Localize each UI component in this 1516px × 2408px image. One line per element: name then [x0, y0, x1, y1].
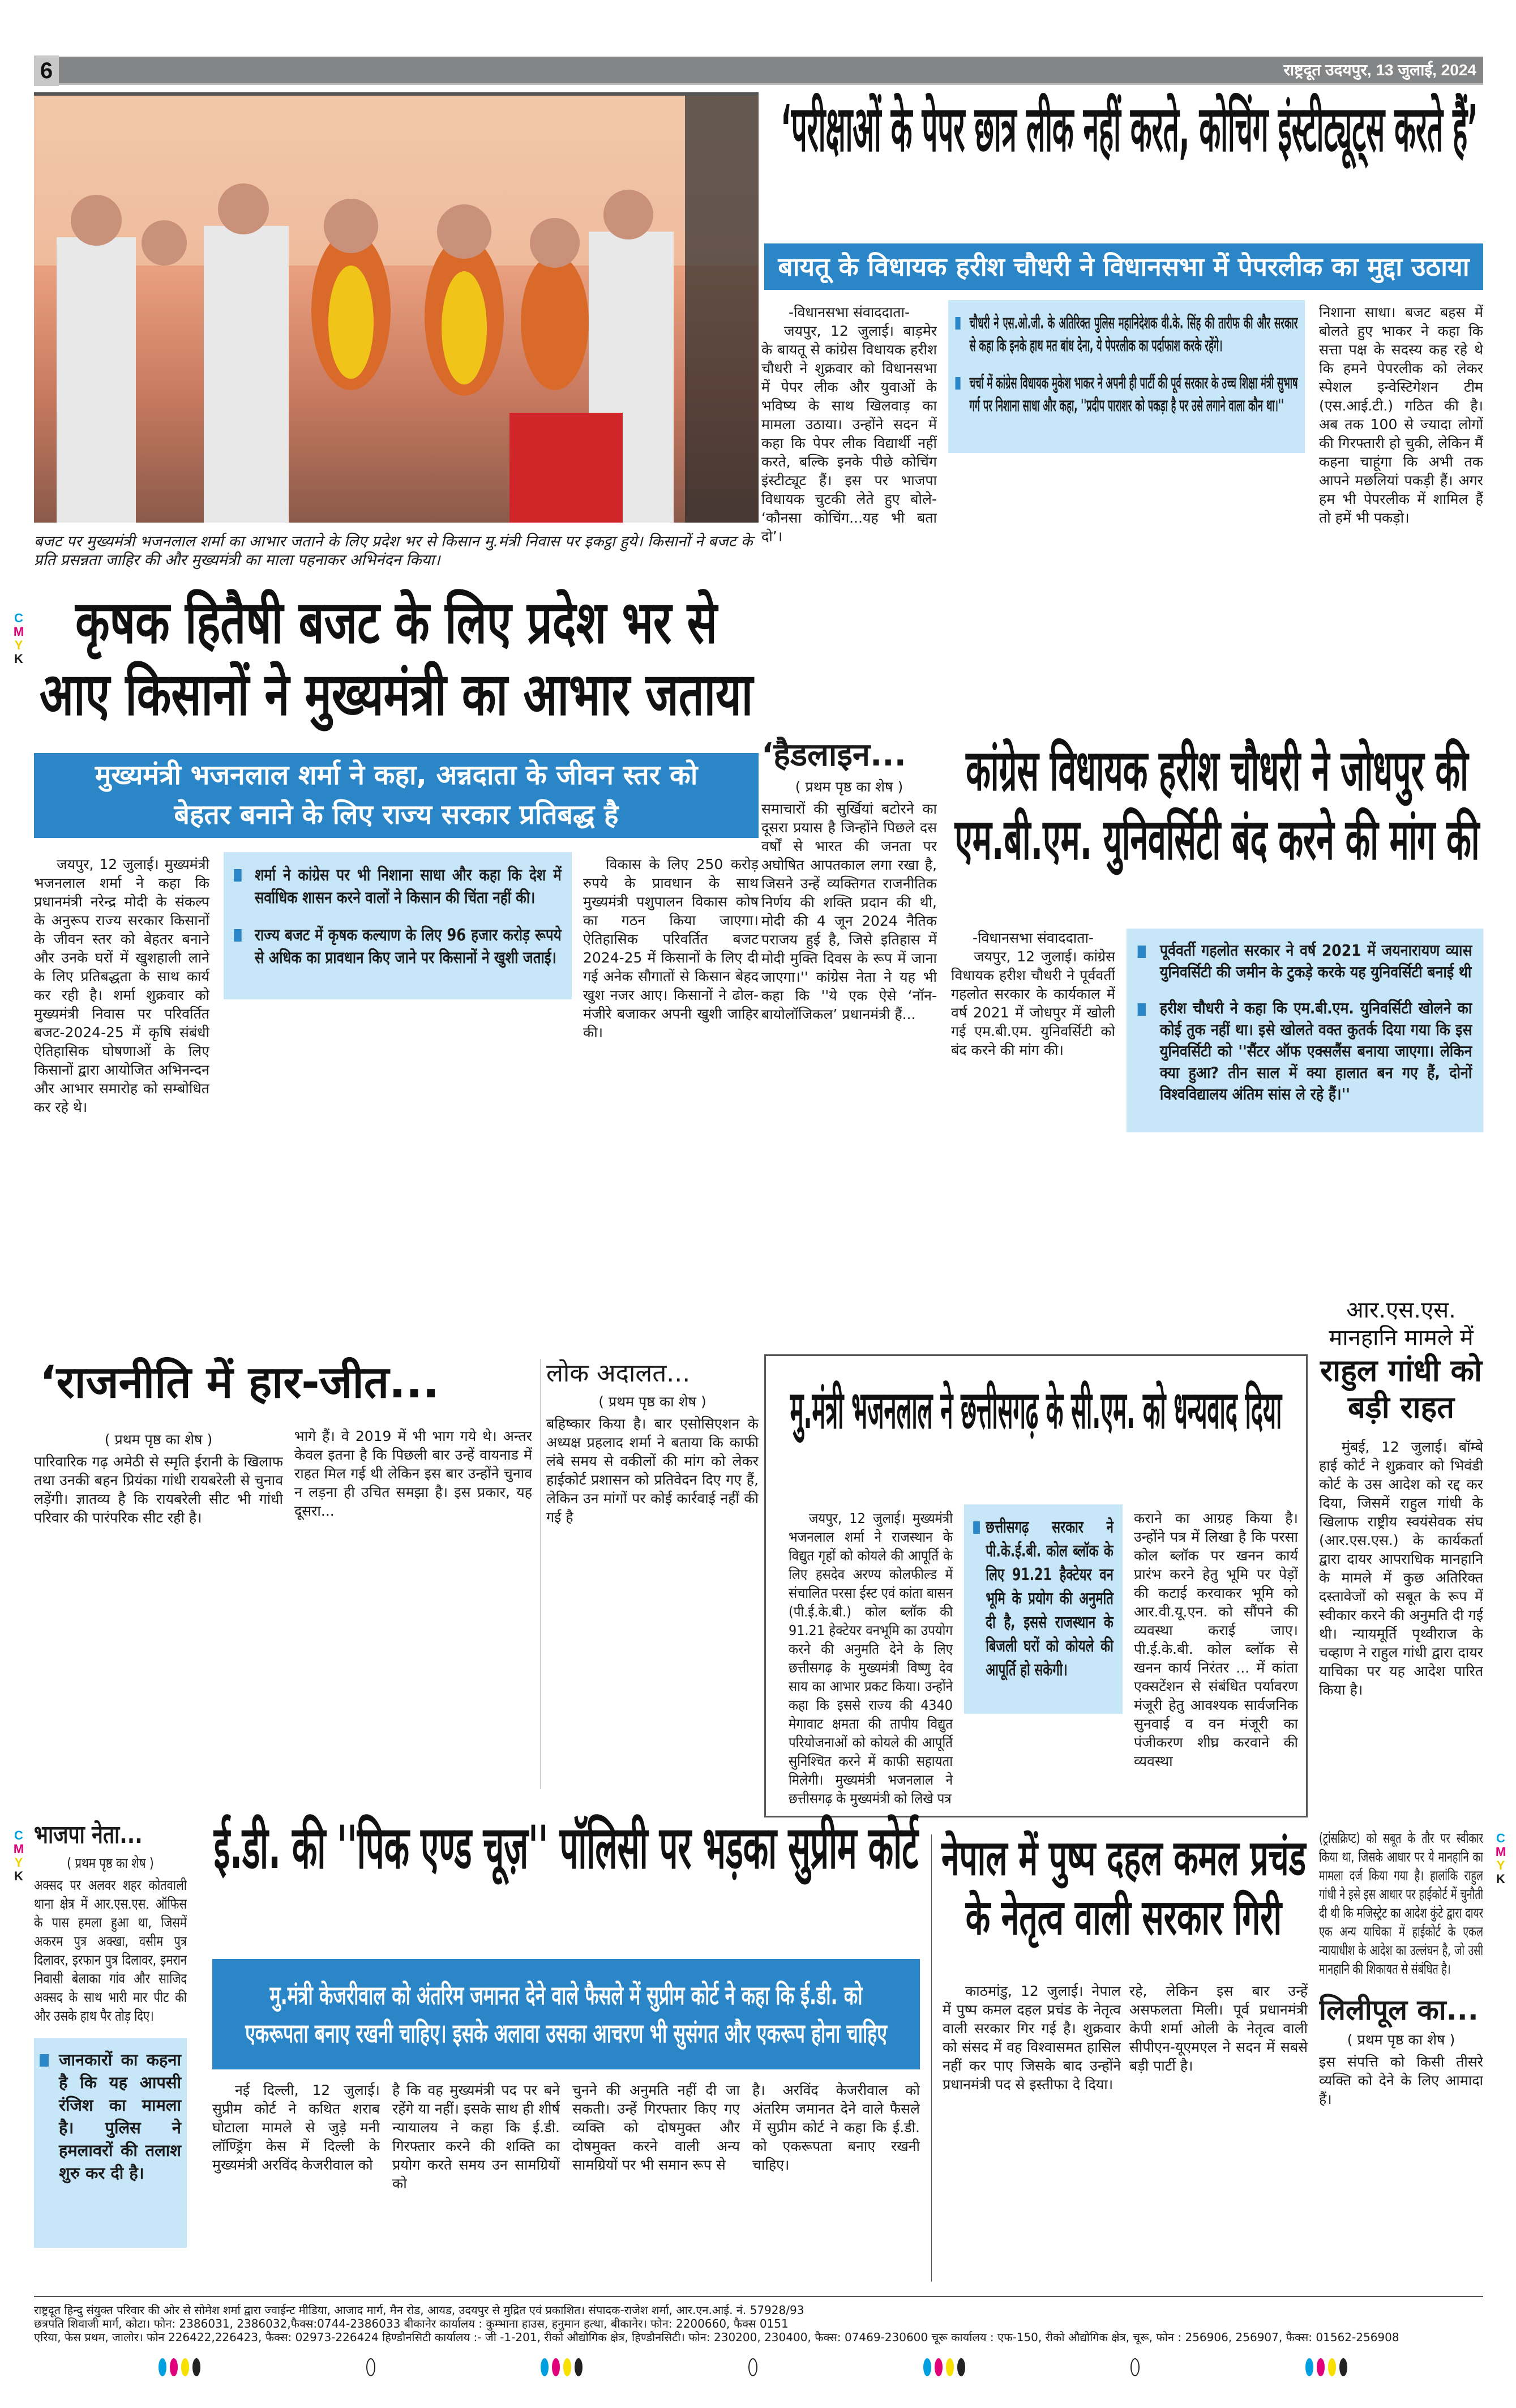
article-body-mbm: -विधानसभा संवाददाता- जयपुर, 12 जुलाई। कांग्रेस विधायक हरीश चौधरी ने पूर्ववर्ती गहलोत सरकार के कार्यकाल में वर्ष 2021 में जोधपुर में खोली गई एम.बी.एम. युनिवर्सिटी को बंद करने की मांग की। [951, 930, 1115, 1058]
highlight-item: पूर्ववर्ती गहलोत सरकार ने वर्ष 2021 में जयनारायण व्यास युनिवर्सिटी की जमीन के टुकड़े करके यह युनिवर्सिटी बनाई थी [1138, 940, 1472, 983]
story-title: भाजपा नेता... [34, 1820, 143, 1849]
imprint-line: छत्रपति शिवाजी मार्ग, कोटा। फोन: 2386031, 2386032,फैक्स:0744-2386033 बीकानेर कार्यालय : कुम्भाना हाउस, हनुमान हत्था, बीकानेर। फोन: 2200660, फैक्स 0151 [34, 2317, 789, 2330]
article-column: नई दिल्ली, 12 जुलाई। सुप्रीम कोर्ट ने कथित शराब घोटाला मामले से जुड़े मनी लॉण्ड्रिंग केस में दिल्ली के मुख्यमंत्री अरविंद केजरीवाल को [212, 2082, 380, 2173]
highlight-item: चौधरी ने एस.ओ.जी. के अतिरिक्त पुलिस महानिदेशक वी.के. सिंह की तारीफ की और सरकार से कहा कि इनके हाथ मत बांध देना, ये पेपरलीक का पर्दाफाश करके रहेंगे। [956, 311, 1298, 357]
highlight-box-chhattisgarh [964, 1504, 1123, 1714]
highlight-item: जानकारों का कहना है कि यह आपसी रंजिश का मामला है। पुलिस ने हमलावरों की तलाश शुरु कर दी है। [40, 2048, 181, 2184]
imprint-line: एरिया, फेस प्रथम, जालोर। फोन 226422,226423, फैक्स: 02973-226424 हिण्डौनसिटी कार्यालय :- जी -1-201, रीको औद्योगिक क्षेत्र, हिण्डौनसिटी। फोन: 230200, 230400, फैक्स: 07469-230600 चूरू कार्यालय : एफ-150, रीको औद्योगिक क्षेत्र, चूरू, फोन : 256906, 256907, फैक्स: 01562-256908 [34, 2330, 1399, 2344]
color-bar [541, 2358, 583, 2376]
color-bar [923, 2358, 965, 2376]
headline-chhattisgarh: मु.मंत्री भजनलाल ने छत्तीसगढ़ के सी.एम. को धन्यवाद दिया [790, 1380, 1282, 1440]
highlight-item: चर्चा में कांग्रेस विधायक मुकेश भाकर ने अपनी ही पार्टी की पूर्व सरकार के उच्च शिक्षा मंत्री सुभाष गर्ग पर निशाना साधा और कहा, ''प्रदीप पाराशर को पकड़ा है पर उसे लगाने वाला कौन था।'' [956, 371, 1298, 417]
highlight-item: शर्मा ने कांग्रेस पर भी निशाना साधा और कहा कि देश में सर्वाधिक शासन करने वालों ने किसान की चिंता नहीं की। [234, 863, 561, 909]
highlight-box-bjp [34, 2038, 187, 2248]
byline: -विधानसभा संवाददाता- [972, 930, 1094, 946]
header-bar [34, 57, 1483, 85]
article-body-rahul-end: (ट्रांसक्रिप्ट) को सबूत के तौर पर स्वीकार किया था, जिसके आधार पर ये मानहानि का मामला दर्ज किया गया है। हालांकि राहुल गांधी ने इसे इस आधार पर हाईकोर्ट में चुनौती दी थी कि मजिस्ट्रेट का आदेश कुंटे द्वारा दायर एक अन्य याचिका में हाईकोर्ट के एकल न्यायाधीश के आदेश का उल्लंघन है, जो उसी मानहानि की शिकायत से संबंधित है। [1319, 1830, 1483, 1977]
news-photo [34, 92, 759, 523]
headline-farmers: कृषक हितैषी बजट के लिए प्रदेश भर से आए किसानों ने मुख्यमंत्री का आभार जताया [39, 588, 753, 729]
cmyk-marks-right: C M Y K [1495, 1831, 1506, 1886]
article-body: जयपुर, 12 जुलाई। मुख्यमंत्री भजनलाल शर्मा ने राजस्थान के विद्युत गृहों को कोयले की आपूर्ति के लिए हसदेव अरण्य कोलफील्ड में संचालित परसा ईस्ट एवं कांता बासन (पी.ई.के.बी.) कोल ब्लॉक की 91.21 हेक्टेयर वनभूमि का उपयोग करने की अनुमति देने के लिए छत्तीसगढ़ के मुख्यमंत्री विष्णु देव साय का आभार प्रकट किया। उन्होंने कहा कि इससे राज्य की 4340 मेगावाट क्षमता की तापीय विद्युत परियोजनाओं को कोयले की आपूर्ति सुनिश्चित करने में काफी सहायता मिलेगी। मुख्यमंत्री भजनलाल ने छत्तीसगढ़ के मुख्यमंत्री को लिखे पत्र [789, 1510, 953, 1807]
article-body: अक्सद पर अलवर शहर कोतवाली थाना क्षेत्र में आर.एस.एस. ऑफिस के पास हमला हुआ था, जिसमें अकरम पुत्र अक्खा, वसीम पुत्र दिलावर, इरफान पुत्र दिलावर, इमरान निवासी बेलाका गांव और साजिद अक्सद के साथ भारी मार पीट की और उसके हाथ पैर तोड़ दिए। [34, 1876, 187, 2024]
continued-label: ( प्रथम पृष्ठ का शेष ) [104, 1431, 213, 1448]
story-bjp-neta [34, 1820, 187, 2035]
story-chhattisgarh [764, 1354, 1308, 1817]
byline: -विधानसभा संवाददाता- [788, 304, 910, 320]
crosshair-icon [366, 2358, 375, 2376]
imprint-line: राष्ट्रदूत हिन्दु संयुक्त परिवार की ओर से सोमेश शर्मा द्वारा ज्वाईन्ट मीडिया, आजाद मार्ग, मैन रोड, आयड, उदयपुर से मुद्रित एवं प्रकाशित। संपादक-राजेश शर्मा, आर.एन.आई. नं. 57928/93 [34, 2303, 804, 2317]
article-body: इस संपत्ति को किसी तीसरे व्यक्ति को देने के लिए आमादा हैं। [1319, 2054, 1483, 2107]
photo-caption: बजट पर मुख्यमंत्री भजनलाल शर्मा का आभार जताने के लिए प्रदेश भर से किसान मु.मंत्री निवास पर इकट्ठा हुये। किसानों ने बजट के प्रति प्रसन्नता जाहिर की और मुख्यमंत्री का माला पहनाकर अभिनंदन किया। [34, 533, 753, 569]
article-column: है कि वह मुख्यमंत्री पद पर बने रहेंगे या नहीं। इसके साथ ही शीर्ष न्यायालय ने कहा कि ई.डी. गिरफ्तार करने की शक्ति का प्रयोग करते समय उन सामग्रियों को [392, 2082, 560, 2192]
highlight-box-paperleak [948, 300, 1305, 453]
article-body-nepal: काठमांडु, 12 जुलाई। नेपाल में पुष्प कमल दहल प्रचंड के नेतृत्व वाली सरकार गिर गई है। शुक्रवार को संसद में वह विश्वासमत हासिल नहीं कर पाए जिसके बाद उन्होंने प्रधानमंत्री पद से इस्तीफा दे दिया। [943, 1983, 1121, 2093]
continued-label: ( प्रथम पृष्ठ का शेष ) [1347, 2031, 1455, 2048]
article-column: चुनने की अनुमति नहीं दी जा सकती। उन्हें गिरफ्तार किए गए व्यक्ति को दोषमुक्त और दोषमुक्त करने वाली अन्य सामग्रियों पर भी समान रूप से [572, 2082, 740, 2173]
article-body-rajneeti-2: भागे हैं। वे 2019 में भी भाग गये थे। अन्तर केवल इतना है कि पिछली बार उन्हें वायनाड में राहत मिल गई थी लेकिन इस बार उन्होंने चुनाव न लड़ना ही उचित समझा है। इस प्रकार, यह दूसरा... [294, 1428, 532, 1519]
highlight-box-mbm [1127, 929, 1483, 1132]
article-body-paperleak-right: निशाना साधा। बजट बहस में बोलते हुए भाकर ने कहा कि सत्ता पक्ष के सदस्य कह रहे थे कि हमने पेपरलीक को लेकर स्पेशल इन्वेस्टिगेशन टीम (एस.आई.टी.) गठित की है। अब तक 100 से ज्यादा लोगों की गिरफ्तारी हो चुकी, लेकिन मैं कहना चाहूंगा कि अभी तक आपने मछलियां पकड़ी हैं। अगर हम भी पेपरलीक में शामिल हैं तो हमें भी पकड़ो। [1319, 304, 1483, 526]
story-headline-continued [761, 736, 937, 1336]
article-body: मुंबई, 12 जुलाई। बॉम्बे हाई कोर्ट ने शुक्रवार को भिवंडी कोर्ट के उस आदेश को रद्द कर दिया, जिसमें राहुल गांधी के खिलाफ राष्ट्रीय स्वयंसेवक संघ (आर.एस.एस.) के कार्यकर्ता द्वारा दायर आपराधिक मानहानि के मामले में कुछ अतिरिक्त दस्तावेजों को सबूत के रूप में स्वीकार करने की अनुमति दी गई थी। न्यायमूर्ति पृथ्वीराज के चव्हाण ने राहुल गांधी द्वारा दायर याचिका पर यह आदेश पारित किया है। [1319, 1439, 1483, 1699]
article-body-paperleak-left: -विधानसभा संवाददाता- जयपुर, 12 जुलाई। बाड़मेर के बायतू से कांग्रेस विधायक हरीश चौधरी ने शुक्रवार को विधानसभा में पेपर लीक और युवाओं के भविष्य के साथ खिलवाड़ का मामला उठाया। उन्होंने सदन में कहा कि पेपर लीक विद्यार्थी नहीं करते, बल्कि इनके पीछे कोचिंग इंस्टीट्यूट हैं। इस पर भाजपा विधायक चुटकी लेते हुए बोले- ‘कौनसा कोचिंग...यह भी बता दो’। [761, 304, 937, 545]
continued-label: ( प्रथम पृष्ठ का शेष ) [598, 1393, 706, 1410]
headline-rahul: राहुल गांधी को बड़ी राहत [1320, 1352, 1482, 1426]
story-title: लिलीपूल का... [1319, 1994, 1479, 2026]
highlight-item: छत्तीसगढ़ सरकार ने पी.के.ई.बी. कोल ब्लॉक के लिए 91.21 हैक्टेयर वन भूमि के प्रयोग की अनुमति दी है, इससे राजस्थान के बिजली घरों को कोयले की आपूर्ति हो सकेगी। [973, 1516, 1114, 1682]
crosshair-icon [748, 2358, 757, 2376]
story-lok-adalat [546, 1359, 759, 1789]
article-body: बहिष्कार किया है। बार एसोसिएशन के अध्यक्ष प्रहलाद शर्मा ने बताया कि काफी लंबे समय से वकीलों की मांग को लेकर हाईकोर्ट प्रशासन को प्रतिवेदन दिए गए हैं, लेकिन उन मांगों पर कोई कार्रवाई नहीं की गई है [546, 1415, 759, 1525]
article-body-farmers-left: जयपुर, 12 जुलाई। मुख्यमंत्री भजनलाल शर्मा ने कहा कि प्रधानमंत्री नरेन्द्र मोदी के संकल्प के अनुरूप राज्य सरकार किसानों के जीवन स्तर को बेहतर बनाने और उनके घरों में खुशहाली लाने के लिए प्रतिबद्धता के साथ कार्य कर रही है। शर्मा शुक्रवार को मुख्यमंत्री निवास पर परिवर्तित बजट-2024-25 में कृषि संबंधी ऐतिहासिक घोषणाओं के लिए किसानों द्वारा आयोजित अभिनन्दन और आभार समारोह को सम्बोधित कर रहे थे। [34, 856, 209, 1115]
crowd-photo-illustration [34, 96, 759, 523]
footer-rule [34, 2296, 1483, 2297]
color-bar [159, 2358, 200, 2376]
page-number: 6 [34, 55, 59, 86]
story-title: ‘हैडलाइन... [761, 737, 906, 773]
cmyk-marks-left-top: C M Y K [13, 611, 24, 666]
article-column: है। अरविंद केजरीवाल को अंतरिम जमानत देने वाले फैसले में सुप्रीम कोर्ट ने कहा कि ई.डी. को एकरूपता बनाए रखनी चाहिए। [752, 2082, 920, 2173]
imprint-footer [34, 2303, 1483, 2345]
subhead-paperleak: बायतू के विधायक हरीश चौधरी ने विधानसभा में पेपरलीक का मुद्दा उठाया [764, 243, 1483, 290]
dateline: राष्ट्रदूत उदयपुर, 13 जुलाई, 2024 [1283, 61, 1476, 79]
article-body-nepal-2: रहे, लेकिन इस बार उन्हें असफलता मिली। पूर्व प्रधानमंत्री केपी शर्मा ओली के नेतृत्व वाली सीपीएन-यूएमएल ने सदन में सबसे बड़ी पार्टी है। [1129, 1983, 1308, 2074]
headline-mbm: कांग्रेस विधायक हरीश चौधरी ने जोधपुर की एम.बी.एम. युनिवर्सिटी बंद करने की मांग की [954, 737, 1480, 872]
story-rahul [1319, 1297, 1483, 1823]
continued-label: ( प्रथम पृष्ठ का शेष ) [795, 779, 903, 795]
story-lilipul [1319, 1993, 1483, 2282]
headline-ed: ई.डी. की ''पिक एण्ड चूज़'' पॉलिसी पर भड़का सुप्रीम कोर्ट [213, 1813, 919, 1882]
article-body-right: कराने का आग्रह किया है। उन्होंने पत्र में लिखा है कि परसा कोल ब्लॉक पर खनन कार्य प्रारंभ करने हेतु भूमि पर पेड़ों की कटाई करवाकर भूमि को आर.वी.यू.एन. को सौंपने की व्यवस्था कराई जाए। पी.ई.के.बी. कोल ब्लॉक से खनन कार्य निरंतर ... में कांता एक्सटेंशन से संबंधित पर्यावरण मंजूरी हेतु आवश्यक सार्वजनिक सुनवाई व वन मंजूरी का पंजीकरण शीघ्र करवाने की व्यवस्था [1134, 1510, 1298, 1769]
highlight-item: राज्य बजट में कृषक कल्याण के लिए 96 हजार करोड़ रूपये से अधिक का प्रावधान किए जाने पर किसानों ने खुशी जताई। [234, 923, 561, 969]
column-divider [931, 1834, 932, 2282]
article-body-rajneeti: ( प्रथम पृष्ठ का शेष ) पारिवारिक गढ़ अमेठी से स्मृति ईरानी के खिलाफ तथा उनकी बहन प्रियंका गांधी रायबरेली से चुनाव लड़ेंगी। ज्ञातव्य है कि रायबरेली सीट भी गांधी परिवार की पारंपरिक सीट रही है। [34, 1431, 283, 1526]
story-title: लोक अदालत... [546, 1359, 691, 1388]
color-bar [1305, 2358, 1347, 2376]
article-body-farmers-right: विकास के लिए 250 करोड़ रुपये के प्रावधान के साथ मुख्यमंत्री पशुपालन विकास कोष का गठन किया जाएगा। ऐतिहासिक परिवर्तित बजट 2024-25 में किसानों के लिए दी गई अनेक सौगातों से किसान बेहद खुश नजर आए। किसानों ने ढोल-मंजीरे बजाकर अपनी खुशी जाहिर की। [583, 856, 759, 1041]
headline-paperleak: ‘परीक्षाओं के पेपर छात्र लीक नहीं करते, कोचिंग इंस्टीट्यूट्स करते हैं’ [781, 92, 1478, 166]
article-body: समाचारों की सुर्खियां बटोरने का दूसरा प्रयास है जिन्होंने पिछले दस वर्षों से भारत की जनता पर अघोषित आपतकाल लगा रखा है, जिसने उन्हें व्यक्तिगत राजनीतिक निर्णय की शक्ति प्रदान की थी, मोदी की 4 जून 2024 नैतिक पराजय हुई है, जिसे इतिहास में मोदी मुक्ति दिवस के रूप में जाना जाएगा।'' कांग्रेस नेता ने यह भी कहा कि ''ये एक ऐसे ‘नॉन-बायोलॉजिकल’ प्रधानमंत्री हैं... [761, 801, 937, 1023]
headline-nepal: नेपाल में पुष्प दहल कमल प्रचंड के नेतृत्व वाली सरकार गिरी [941, 1830, 1306, 1946]
subhead-ed: मु.मंत्री केजरीवाल को अंतरिम जमानत देने वाले फैसले में सुप्रीम कोर्ट ने कहा कि ई.डी. को एकरूपता बनाए रखनी चाहिए। इसके अलावा उसका आचरण भी सुसंगत और एकरूप होना चाहिए [212, 1959, 920, 2069]
continued-label: ( प्रथम पृष्ठ का शेष ) [67, 1854, 154, 1871]
article-body-ed [212, 2081, 920, 2285]
headline-rajneeti: ‘राजनीति में हार-जीत... [40, 1357, 440, 1408]
highlight-box-farmers [224, 852, 572, 999]
crosshair-icon [1130, 2358, 1140, 2376]
cmyk-marks-left-bottom: C M Y K [13, 1828, 24, 1883]
subhead-farmers: मुख्यमंत्री भजनलाल शर्मा ने कहा, अन्नदाता के जीवन स्तर को बेहतर बनाने के लिए राज्य सरकार प्रतिबद्ध है [34, 753, 759, 838]
highlight-item: हरीश चौधरी ने कहा कि एम.बी.एम. युनिवर्सिटी खोलने का कोई तुक नहीं था। इसे खोलते वक्त कुतर्क दिया गया कि इस युनिवर्सिटी को ''सैंटर ऑफ एक्सलैंस बनाया जाएगा। लेकिन क्या हुआ? तीन साल में क्या हालात बन गए हैं, दोनों विश्वविद्यालय अंतिम सांस ले रहे हैं।'' [1138, 998, 1472, 1105]
registration-marks [159, 2358, 1347, 2376]
kicker: आर.एस.एस. मानहानि मामले में [1329, 1297, 1474, 1351]
